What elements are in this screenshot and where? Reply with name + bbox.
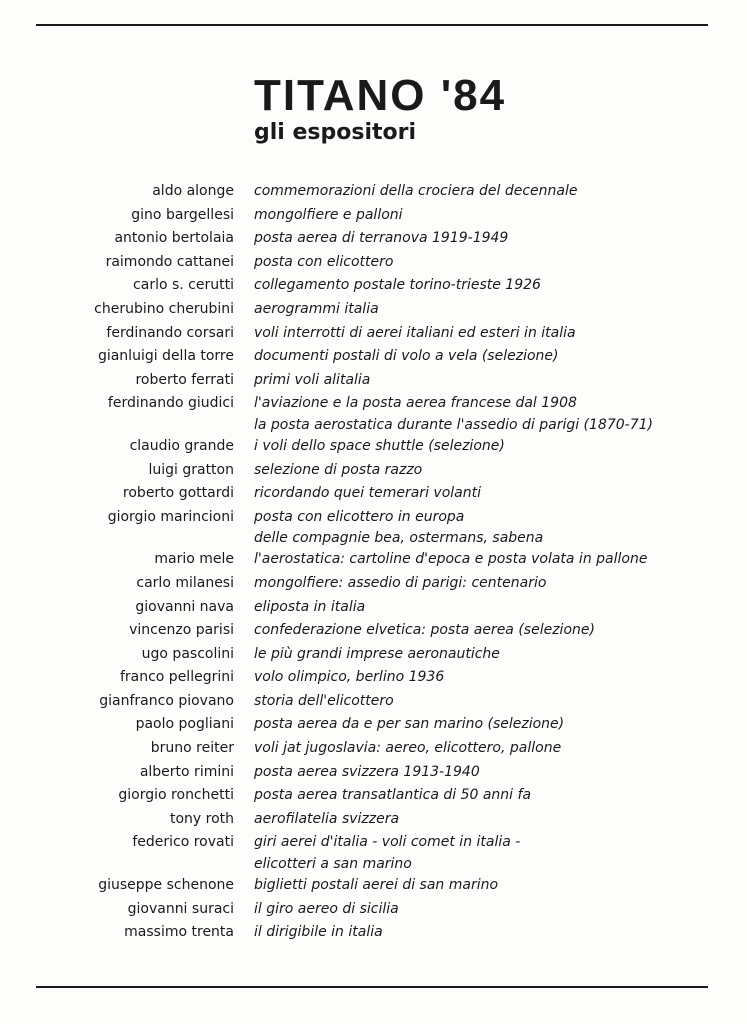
- exhibitor-entry: [0, 274, 747, 298]
- exhibitor-name: giorgio ronchetti: [118, 787, 234, 804]
- exhibit-titles: [254, 392, 724, 435]
- exhibit-titles: [254, 643, 724, 667]
- exhibitor-entry: [0, 761, 747, 785]
- exhibit-title: il giro aereo di sicilia: [254, 900, 399, 917]
- exhibit-title: storia dell'elicottero: [254, 692, 394, 709]
- exhibit-titles: [254, 345, 724, 369]
- exhibit-titles: [254, 690, 724, 714]
- exhibit-title: i voli dello space shuttle (selezione): [254, 437, 505, 454]
- exhibitor-name: ugo pascolini: [141, 645, 234, 662]
- exhibitor-entry: [0, 345, 747, 369]
- exhibitor-name: tony roth: [169, 810, 234, 827]
- exhibitor-name: carlo s. cerutti: [133, 277, 234, 294]
- exhibitor-entry: [0, 619, 747, 643]
- exhibit-title: delle compagnie bea, ostermans, sabena: [254, 530, 544, 547]
- exhibitor-entry: [0, 180, 747, 204]
- exhibitor-entry: [0, 713, 747, 737]
- exhibit-titles: [254, 251, 724, 275]
- exhibitor-name: gino bargellesi: [131, 206, 234, 223]
- exhibit-title: posta aerea da e per san marino (selezione): [254, 716, 565, 733]
- exhibit-title: primi voli alitalia: [254, 371, 371, 388]
- exhibit-titles: [254, 298, 724, 322]
- exhibit-titles: [254, 921, 724, 945]
- exhibitor-entry: [0, 808, 747, 832]
- exhibitor-name: carlo milanesi: [136, 574, 234, 591]
- exhibit-title: elicotteri a san marino: [254, 856, 412, 873]
- exhibit-titles: [254, 548, 724, 572]
- exhibitor-entry: [0, 322, 747, 346]
- exhibitor-name: gianfranco piovano: [99, 692, 234, 709]
- bottom-rule: [36, 986, 708, 988]
- exhibit-titles: [254, 274, 724, 298]
- exhibit-title: mongolfiere: assedio di parigi: centenario: [254, 574, 547, 591]
- exhibitor-entry: [0, 227, 747, 251]
- exhibit-titles: [254, 180, 724, 204]
- exhibit-title: confederazione elvetica: posta aerea (selezione): [254, 622, 595, 639]
- exhibit-title: posta con elicottero: [254, 253, 394, 270]
- exhibit-title: ricordando quei temerari volanti: [254, 485, 481, 502]
- exhibitor-entry: [0, 921, 747, 945]
- exhibit-titles: [254, 506, 724, 549]
- exhibitor-entry: [0, 506, 747, 549]
- exhibitor-name: paolo pogliani: [135, 716, 234, 733]
- exhibit-titles: [254, 666, 724, 690]
- exhibitor-entry: [0, 298, 747, 322]
- exhibit-titles: [254, 619, 724, 643]
- exhibit-titles: [254, 227, 724, 251]
- exhibitor-entry: [0, 596, 747, 620]
- exhibitor-name: ferdinando corsari: [106, 324, 234, 341]
- exhibitor-entry: [0, 392, 747, 435]
- exhibit-title: documenti postali di volo a vela (selezione): [254, 348, 559, 365]
- exhibitor-name: cherubino cherubini: [94, 300, 234, 317]
- exhibit-titles: [254, 435, 724, 459]
- top-rule: [36, 24, 708, 26]
- exhibitor-name: giorgio marincioni: [107, 508, 234, 525]
- exhibit-titles: [254, 713, 724, 737]
- exhibitor-name: roberto gottardi: [122, 485, 234, 502]
- exhibitor-entry: [0, 784, 747, 808]
- exhibitor-entry: [0, 898, 747, 922]
- exhibitor-name: luigi gratton: [148, 461, 234, 478]
- exhibit-title: mongolfiere e palloni: [254, 206, 403, 223]
- exhibit-titles: [254, 784, 724, 808]
- exhibit-titles: [254, 204, 724, 228]
- exhibitor-name: ferdinando giudici: [107, 395, 234, 412]
- exhibitor-list: [0, 180, 747, 945]
- exhibitor-name: federico rovati: [132, 834, 234, 851]
- exhibitor-entry: [0, 459, 747, 483]
- exhibit-titles: [254, 369, 724, 393]
- exhibit-titles: [254, 596, 724, 620]
- exhibit-titles: [254, 572, 724, 596]
- exhibitor-name: franco pellegrini: [119, 669, 234, 686]
- exhibit-titles: [254, 808, 724, 832]
- exhibitor-entry: [0, 874, 747, 898]
- exhibitor-name: vincenzo parisi: [129, 622, 234, 639]
- exhibitor-entry: [0, 737, 747, 761]
- exhibitor-name: giovanni nava: [135, 598, 234, 615]
- exhibit-titles: [254, 898, 724, 922]
- exhibit-title: posta con elicottero in europa: [254, 508, 465, 525]
- exhibitor-name: gianluigi della torre: [97, 348, 234, 365]
- exhibitor-name: bruno reiter: [150, 740, 234, 757]
- exhibit-titles: [254, 482, 724, 506]
- exhibit-title: voli interrotti di aerei italiani ed esteri in italia: [254, 324, 576, 341]
- exhibit-title: giri aerei d'italia - voli comet in italia -: [254, 834, 521, 851]
- exhibitor-entry: [0, 251, 747, 275]
- exhibit-title: le più grandi imprese aeronautiche: [254, 645, 500, 662]
- exhibitor-name: giuseppe schenone: [98, 877, 234, 894]
- exhibit-title: il dirigibile in italia: [254, 924, 383, 941]
- exhibit-title: eliposta in italia: [254, 598, 366, 615]
- exhibit-title: aerofilatelia svizzera: [254, 810, 400, 827]
- exhibitor-entry: [0, 643, 747, 667]
- exhibitor-name: claudio grande: [129, 437, 234, 454]
- exhibitor-name: massimo trenta: [124, 924, 234, 941]
- exhibitor-entry: [0, 572, 747, 596]
- exhibit-title: posta aerea di terranova 1919-1949: [254, 230, 509, 247]
- exhibit-title: aerogrammi italia: [254, 300, 379, 317]
- exhibit-title: volo olimpico, berlino 1936: [254, 669, 445, 686]
- exhibit-title: commemorazioni della crociera del decennale: [254, 183, 578, 199]
- exhibit-title: l'aviazione e la posta aerea francese dal 1908: [254, 395, 577, 412]
- exhibit-titles: [254, 322, 724, 346]
- exhibitor-entry: [0, 204, 747, 228]
- exhibitor-entry: [0, 831, 747, 874]
- exhibit-titles: [254, 874, 724, 898]
- exhibitor-entry: [0, 482, 747, 506]
- exhibit-titles: [254, 737, 724, 761]
- exhibit-title: biglietti postali aerei di san marino: [254, 877, 499, 894]
- exhibit-title: la posta aerostatica durante l'assedio di parigi (1870-71): [254, 416, 653, 433]
- exhibitor-entry: [0, 666, 747, 690]
- exhibitor-name: roberto ferrati: [135, 371, 234, 388]
- exhibit-title: posta aerea transatlantica di 50 anni fa: [254, 787, 532, 804]
- exhibitor-name: giovanni suraci: [127, 900, 234, 917]
- exhibitor-entry: [0, 435, 747, 459]
- exhibitor-name: antonio bertolaia: [114, 230, 234, 247]
- exhibitor-name: raimondo cattanei: [105, 253, 234, 270]
- exhibitor-name: aldo alonge: [152, 183, 234, 199]
- exhibitor-entry: [0, 369, 747, 393]
- exhibit-title: collegamento postale torino-trieste 1926: [254, 277, 541, 294]
- exhibit-titles: [254, 761, 724, 785]
- page-subtitle: gli espositori: [254, 120, 417, 145]
- exhibitor-entry: [0, 690, 747, 714]
- exhibitor-name: alberto rimini: [139, 763, 234, 780]
- exhibit-titles: [254, 831, 724, 874]
- exhibit-title: posta aerea svizzera 1913-1940: [254, 763, 480, 780]
- page-title: TITANO '84: [254, 71, 507, 120]
- exhibit-titles: [254, 459, 724, 483]
- exhibit-title: voli jat jugoslavia: aereo, elicottero, pallone: [254, 740, 562, 757]
- exhibit-title: l'aerostatica: cartoline d'epoca e posta volata in pallone: [254, 551, 648, 568]
- exhibitor-entry: [0, 548, 747, 572]
- exhibitor-name: mario mele: [154, 551, 234, 568]
- exhibit-title: selezione di posta razzo: [254, 461, 423, 478]
